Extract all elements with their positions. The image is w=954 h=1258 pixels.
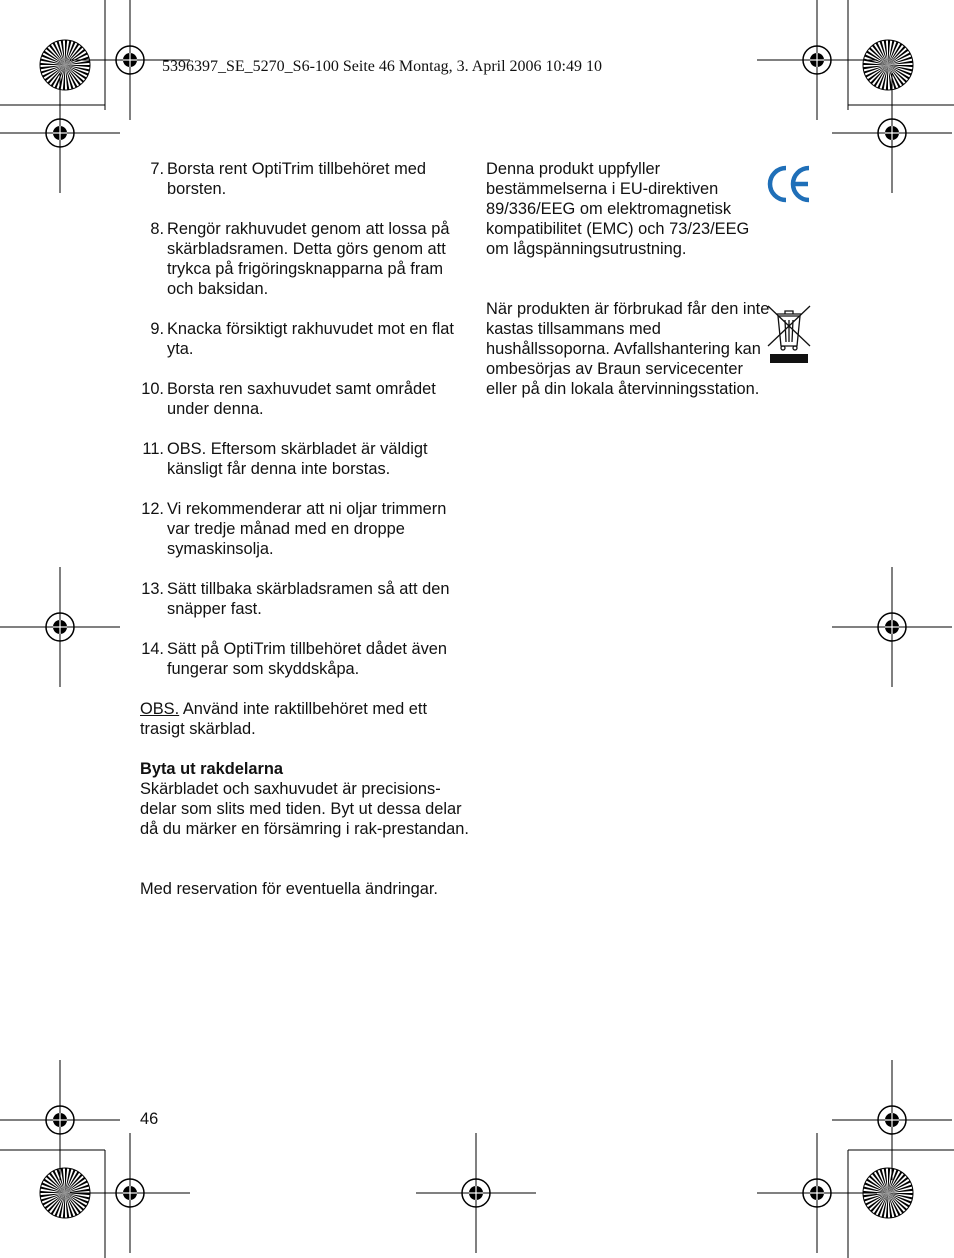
obs-note: [140, 699, 470, 739]
instructions-column: [140, 159, 470, 919]
registration-mark-icon: [832, 73, 952, 193]
print-header-line: 5396397_SE_5270_S6-100 Seite 46 Montag, 3. April 2006 10:49 10: [162, 58, 602, 75]
step-item: [140, 319, 470, 359]
registration-mark-icon: [0, 73, 120, 193]
step-item: [140, 639, 470, 679]
step-number: 7.: [150, 160, 164, 178]
step-number: 14.: [141, 640, 164, 658]
registration-mark-icon: [416, 1133, 536, 1253]
step-number: 8.: [150, 220, 164, 238]
step-text: OBS. Eftersom skärbladet är väldigt känsligt får denna inte borstas.: [167, 440, 428, 478]
disposal-notice: När produkten är förbrukad får den inte kastas tillsammans med hushållssoporna. Avfallshantering kan ombesörjas av Braun servicecenter eller på din lokala återvinningsstation.: [486, 300, 770, 398]
registration-mark-icon: [832, 1060, 952, 1180]
step-text: Rengör rakhuvudet genom att lossa på skärbladsramen. Detta görs genom att trykca på frigöringsknapparna på fram och baksidan.: [167, 220, 450, 298]
step-text: Sätt tillbaka skärbladsramen så att den snäpper fast.: [167, 580, 450, 618]
registration-mark-icon: [832, 567, 952, 687]
step-item: [140, 579, 470, 619]
step-item: [140, 219, 470, 299]
ce-mark-icon: [766, 162, 814, 206]
registration-mark-icon: [0, 567, 120, 687]
reservation-note: Med reservation för eventuella ändringar.: [140, 880, 438, 898]
obs-text: Använd inte raktillbehöret med ett trasigt skärblad.: [140, 700, 427, 738]
step-number: 13.: [141, 580, 164, 598]
ce-declaration: Denna produkt uppfyller bestämmelserna i EU-direktiven 89/336/EEG om elektromagnetisk kompatibilitet (EMC) och 73/23/EEG om lågspänningsutrustning.: [486, 160, 750, 258]
registration-mark-icon: [757, 0, 877, 120]
step-number: 9.: [150, 320, 164, 338]
starburst-target-icon: [863, 40, 913, 90]
crossed-out-bin-icon: [766, 302, 812, 368]
step-item: [140, 499, 470, 559]
step-number: 12.: [141, 500, 164, 518]
step-number: 10.: [141, 380, 164, 398]
step-item: [140, 159, 470, 199]
step-text: Borsta rent OptiTrim tillbehöret med borsten.: [167, 160, 427, 198]
step-text: Vi rekommenderar att ni oljar trimmern var tredje månad med en droppe symaskinsolja.: [167, 500, 447, 558]
starburst-target-icon: [40, 40, 90, 90]
obs-label: OBS.: [140, 700, 180, 718]
replacement-section: [140, 759, 470, 839]
step-item: [140, 379, 470, 419]
page-number: 46: [140, 1110, 159, 1128]
step-text: Sätt på OptiTrim tillbehöret dådet även fungerar som skyddskåpa.: [167, 640, 448, 678]
starburst-target-icon: [863, 1168, 913, 1218]
step-item: [140, 439, 470, 479]
section-text: Skärbladet och saxhuvudet är precisions-delar som slits med tiden. Byt ut dessa delar då du märker en försämring i rak-prestandan.: [140, 780, 469, 838]
step-text: Borsta ren saxhuvudet samt området under denna.: [167, 380, 436, 418]
registration-mark-icon: [0, 1060, 120, 1180]
section-heading: Byta ut rakdelarna: [140, 760, 284, 778]
step-text: Knacka försiktigt rakhuvudet mot en flat yta.: [167, 320, 454, 358]
compliance-column: [486, 159, 776, 439]
registration-mark-icon: [757, 1133, 877, 1253]
starburst-target-icon: [40, 1168, 90, 1218]
step-number: 11.: [142, 440, 164, 458]
